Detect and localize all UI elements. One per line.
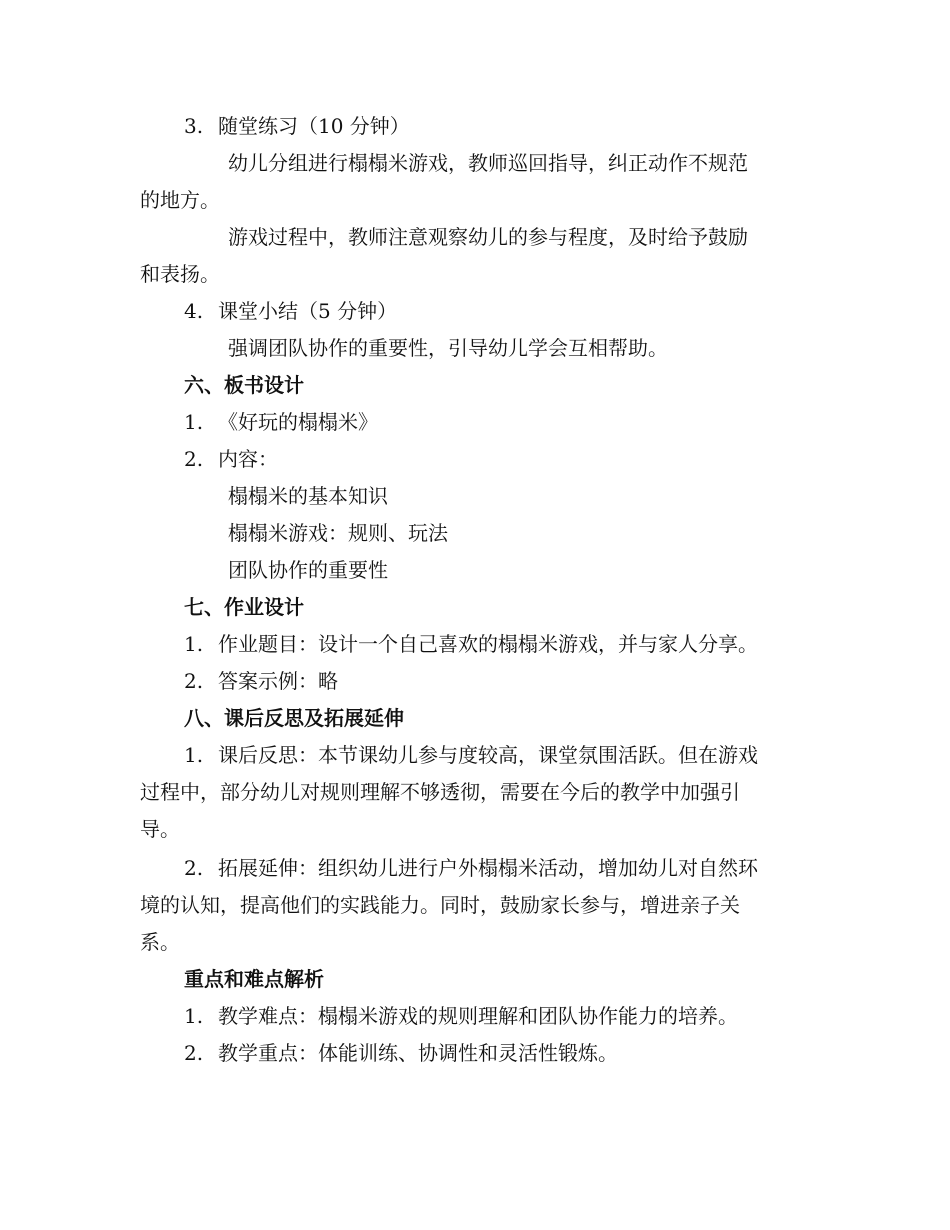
list-number: 3. (184, 114, 204, 138)
section-heading: 六、板书设计 (184, 373, 304, 397)
list-text: 拓展延伸：组织幼儿进行户外榻榻米活动，增加幼儿对自然环 (218, 856, 758, 880)
list-item (140, 737, 854, 774)
sub-item: 榻榻米游戏：规则、玩法 (228, 521, 448, 545)
list-text: 内容： (218, 447, 278, 471)
list-number: 2. (184, 669, 204, 693)
list-item (140, 404, 854, 441)
list-number: 4. (184, 299, 204, 323)
list-text: 作业题目：设计一个自己喜欢的榻榻米游戏，并与家人分享。 (218, 632, 758, 656)
list-item (140, 1035, 854, 1072)
paragraph-line: 游戏过程中，教师注意观察幼儿的参与程度，及时给予鼓励 (228, 225, 748, 249)
sub-item: 榻榻米的基本知识 (228, 484, 388, 508)
list-number: 1. (184, 410, 204, 434)
list-text: 《好玩的榻榻米》 (218, 410, 378, 434)
paragraph-line: 系。 (140, 930, 180, 954)
summary-heading (140, 293, 854, 330)
list-text: 教学重点：体能训练、协调性和灵活性锻炼。 (218, 1041, 618, 1065)
list-number: 1. (184, 743, 204, 767)
section-heading: 八、课后反思及拓展延伸 (184, 706, 404, 730)
list-text: 课堂小结（5 分钟） (218, 299, 398, 323)
section-heading: 重点和难点解析 (184, 967, 324, 991)
paragraph-line: 幼儿分组进行榻榻米游戏，教师巡回指导，纠正动作不规范 (228, 151, 748, 175)
list-number: 1. (184, 632, 204, 656)
list-item (140, 441, 854, 478)
paragraph-line: 境的认知，提高他们的实践能力。同时，鼓励家长参与，增进亲子关 (140, 893, 740, 917)
list-number: 2. (184, 447, 204, 471)
paragraph-line: 强调团队协作的重要性，引导幼儿学会互相帮助。 (228, 336, 668, 360)
list-text: 课后反思：本节课幼儿参与度较高，课堂氛围活跃。但在游戏 (218, 743, 758, 767)
list-text: 随堂练习（10 分钟） (218, 114, 410, 138)
list-number: 2. (184, 1041, 204, 1065)
practice-heading (140, 108, 854, 145)
list-item (140, 663, 854, 700)
list-item (140, 998, 854, 1035)
list-number: 1. (184, 1004, 204, 1028)
list-text: 答案示例：略 (218, 669, 338, 693)
list-item (140, 626, 854, 663)
section-heading: 七、作业设计 (184, 595, 304, 619)
paragraph-line: 和表扬。 (140, 262, 220, 286)
paragraph-line: 的地方。 (140, 188, 220, 212)
sub-item: 团队协作的重要性 (228, 558, 388, 582)
list-number: 2. (184, 856, 204, 880)
list-text: 教学难点：榻榻米游戏的规则理解和团队协作能力的培养。 (218, 1004, 738, 1028)
paragraph-line: 过程中，部分幼儿对规则理解不够透彻，需要在今后的教学中加强引 (140, 780, 740, 804)
paragraph-line: 导。 (140, 817, 180, 841)
list-item (140, 850, 854, 887)
